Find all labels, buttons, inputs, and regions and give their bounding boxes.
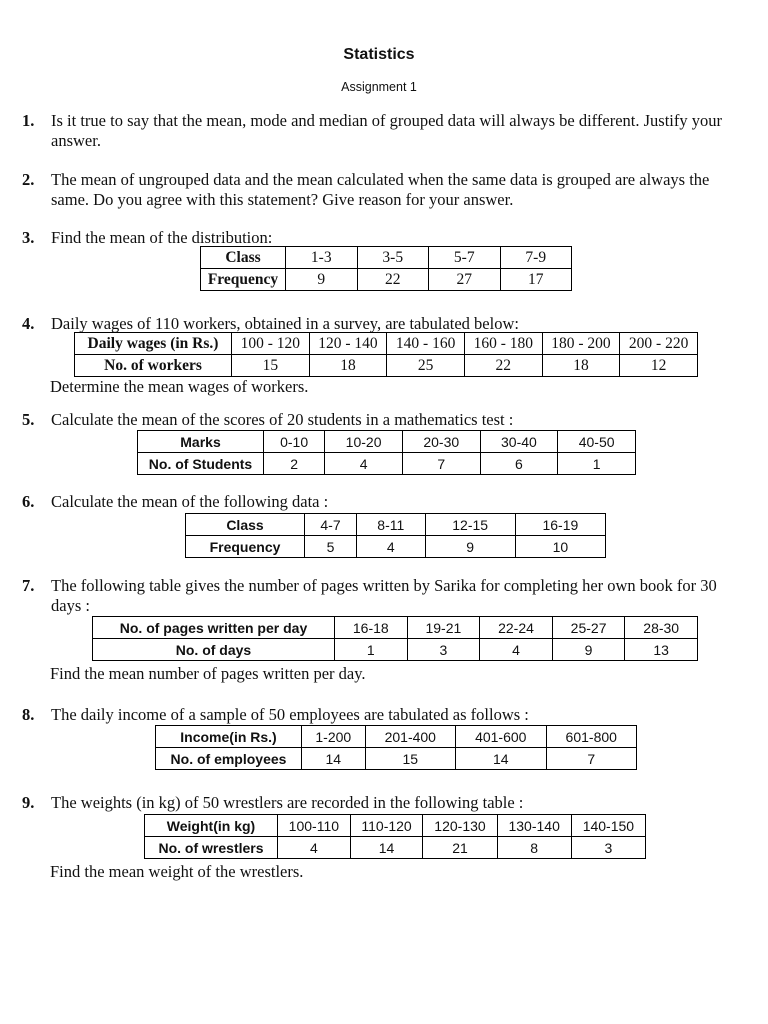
- table-row: [156, 726, 637, 748]
- question-2: [22, 170, 742, 210]
- table-cell: 25-27: [552, 617, 625, 639]
- question-9: [22, 793, 742, 813]
- question-text: Calculate the mean of the following data :: [51, 492, 329, 511]
- wages-table: [74, 332, 698, 377]
- table-cell: 4: [480, 639, 553, 661]
- table-cell: 1: [335, 639, 408, 661]
- table-row: [93, 617, 698, 639]
- table-row: [138, 431, 636, 453]
- table-cell: 8-11: [357, 514, 426, 536]
- table-row: [138, 453, 636, 475]
- question-number: 5.: [22, 410, 35, 429]
- table-cell: 7: [402, 453, 480, 475]
- table-cell: 1-3: [286, 247, 358, 269]
- table-cell: 200 - 220: [620, 333, 698, 355]
- table-cell: 17: [500, 269, 572, 291]
- table-row: [75, 355, 698, 377]
- table-cell: 4-7: [305, 514, 357, 536]
- question-text: Daily wages of 110 workers, obtained in a survey, are tabulated below:: [51, 314, 519, 333]
- table-header-cell: Class: [201, 247, 286, 269]
- table-row: [145, 837, 646, 859]
- table-cell: 15: [365, 748, 455, 770]
- table-header-cell: No. of employees: [156, 748, 302, 770]
- question-text: The mean of ungrouped data and the mean calculated when the same data is grouped are always the same. Do you agree with this statement? Give reason for your answer.: [51, 170, 710, 209]
- table-cell: 9: [286, 269, 358, 291]
- table-cell: 9: [552, 639, 625, 661]
- table-cell: 4: [325, 453, 403, 475]
- table-cell: 9: [425, 536, 515, 558]
- question-6: [22, 492, 742, 512]
- table-cell: 22: [357, 269, 429, 291]
- table-header-cell: Daily wages (in Rs.): [75, 333, 232, 355]
- question-text: Calculate the mean of the scores of 20 students in a mathematics test :: [51, 410, 514, 429]
- table-cell: 30-40: [480, 431, 558, 453]
- table-row: [186, 536, 606, 558]
- table-cell: 14: [350, 837, 423, 859]
- table-row: [186, 514, 606, 536]
- table-cell: 40-50: [558, 431, 636, 453]
- table-header-cell: No. of days: [93, 639, 335, 661]
- table-cell: 110-120: [350, 815, 423, 837]
- assignment-subtitle: Assignment 1: [341, 80, 417, 94]
- table-cell: 27: [429, 269, 501, 291]
- question-number: 8.: [22, 705, 35, 724]
- pages-table: [92, 616, 698, 661]
- table-cell: 28-30: [625, 617, 698, 639]
- table-cell: 19-21: [407, 617, 480, 639]
- table-header-cell: Frequency: [201, 269, 286, 291]
- question-7: [22, 576, 742, 616]
- table-header-cell: No. of workers: [75, 355, 232, 377]
- table-cell: 21: [423, 837, 497, 859]
- table-cell: 3: [571, 837, 645, 859]
- table-cell: 10: [515, 536, 605, 558]
- question-1: [22, 111, 742, 151]
- table-header-cell: Marks: [138, 431, 264, 453]
- question-number: 6.: [22, 492, 35, 511]
- table-cell: 3-5: [357, 247, 429, 269]
- question-number: 2.: [22, 170, 35, 189]
- question-number: 9.: [22, 793, 35, 812]
- table-cell: 5-7: [429, 247, 501, 269]
- table-cell: 13: [625, 639, 698, 661]
- question-text: Is it true to say that the mean, mode and median of grouped data will always be different. Justify your answer.: [51, 111, 722, 150]
- question-3: [22, 228, 742, 248]
- question-text: The weights (in kg) of 50 wrestlers are recorded in the following table :: [51, 793, 524, 812]
- question-5: [22, 410, 742, 430]
- table-header-cell: No. of wrestlers: [145, 837, 278, 859]
- question-8: [22, 705, 742, 725]
- table-cell: 20-30: [402, 431, 480, 453]
- question-4: [22, 314, 742, 334]
- table-cell: 6: [480, 453, 558, 475]
- table-cell: 25: [387, 355, 465, 377]
- table-header-cell: Class: [186, 514, 305, 536]
- table-cell: 16-19: [515, 514, 605, 536]
- table-row: [156, 748, 637, 770]
- table-row: [201, 269, 572, 291]
- distribution-table: [200, 246, 572, 291]
- table-cell: 5: [305, 536, 357, 558]
- table-cell: 16-18: [335, 617, 408, 639]
- table-header-cell: Weight(in kg): [145, 815, 278, 837]
- marks-table: [137, 430, 636, 475]
- table-cell: 201-400: [365, 726, 455, 748]
- table-header-cell: No. of Students: [138, 453, 264, 475]
- table-cell: 180 - 200: [542, 333, 620, 355]
- table-header-cell: Frequency: [186, 536, 305, 558]
- table-cell: 7-9: [500, 247, 572, 269]
- table-cell: 140-150: [571, 815, 645, 837]
- question-text: The daily income of a sample of 50 employees are tabulated as follows :: [51, 705, 529, 724]
- table-cell: 120 - 140: [309, 333, 387, 355]
- table-cell: 2: [264, 453, 325, 475]
- table-cell: 100-110: [278, 815, 351, 837]
- table-cell: 4: [278, 837, 351, 859]
- table-cell: 1-200: [302, 726, 366, 748]
- table-cell: 15: [232, 355, 310, 377]
- table-cell: 14: [302, 748, 366, 770]
- table-cell: 18: [542, 355, 620, 377]
- table-cell: 14: [456, 748, 546, 770]
- question-followup: Find the mean weight of the wrestlers.: [50, 862, 304, 881]
- table-row: [201, 247, 572, 269]
- page-title: Statistics: [343, 46, 415, 63]
- table-cell: 160 - 180: [464, 333, 542, 355]
- table-cell: 18: [309, 355, 387, 377]
- table-cell: 601-800: [546, 726, 637, 748]
- class-frequency-table: [185, 513, 606, 558]
- table-cell: 8: [497, 837, 571, 859]
- table-cell: 7: [546, 748, 637, 770]
- table-header-cell: No. of pages written per day: [93, 617, 335, 639]
- table-cell: 1: [558, 453, 636, 475]
- table-cell: 0-10: [264, 431, 325, 453]
- question-text: The following table gives the number of pages written by Sarika for completing her own book for 30 days :: [51, 576, 717, 615]
- question-number: 1.: [22, 111, 35, 130]
- income-table: [155, 725, 637, 770]
- table-cell: 22: [464, 355, 542, 377]
- weights-table: [144, 814, 646, 859]
- table-cell: 3: [407, 639, 480, 661]
- table-cell: 10-20: [325, 431, 403, 453]
- table-cell: 12-15: [425, 514, 515, 536]
- table-cell: 130-140: [497, 815, 571, 837]
- table-cell: 120-130: [423, 815, 497, 837]
- table-row: [93, 639, 698, 661]
- question-followup: Determine the mean wages of workers.: [50, 377, 309, 396]
- table-row: [145, 815, 646, 837]
- table-cell: 140 - 160: [387, 333, 465, 355]
- question-number: 4.: [22, 314, 35, 333]
- question-text: Find the mean of the distribution:: [51, 228, 273, 247]
- table-row: [75, 333, 698, 355]
- question-number: 3.: [22, 228, 35, 247]
- table-cell: 4: [357, 536, 426, 558]
- table-cell: 401-600: [456, 726, 546, 748]
- question-number: 7.: [22, 576, 35, 595]
- table-cell: 100 - 120: [232, 333, 310, 355]
- table-cell: 12: [620, 355, 698, 377]
- table-header-cell: Income(in Rs.): [156, 726, 302, 748]
- question-followup: Find the mean number of pages written per day.: [50, 664, 366, 683]
- table-cell: 22-24: [480, 617, 553, 639]
